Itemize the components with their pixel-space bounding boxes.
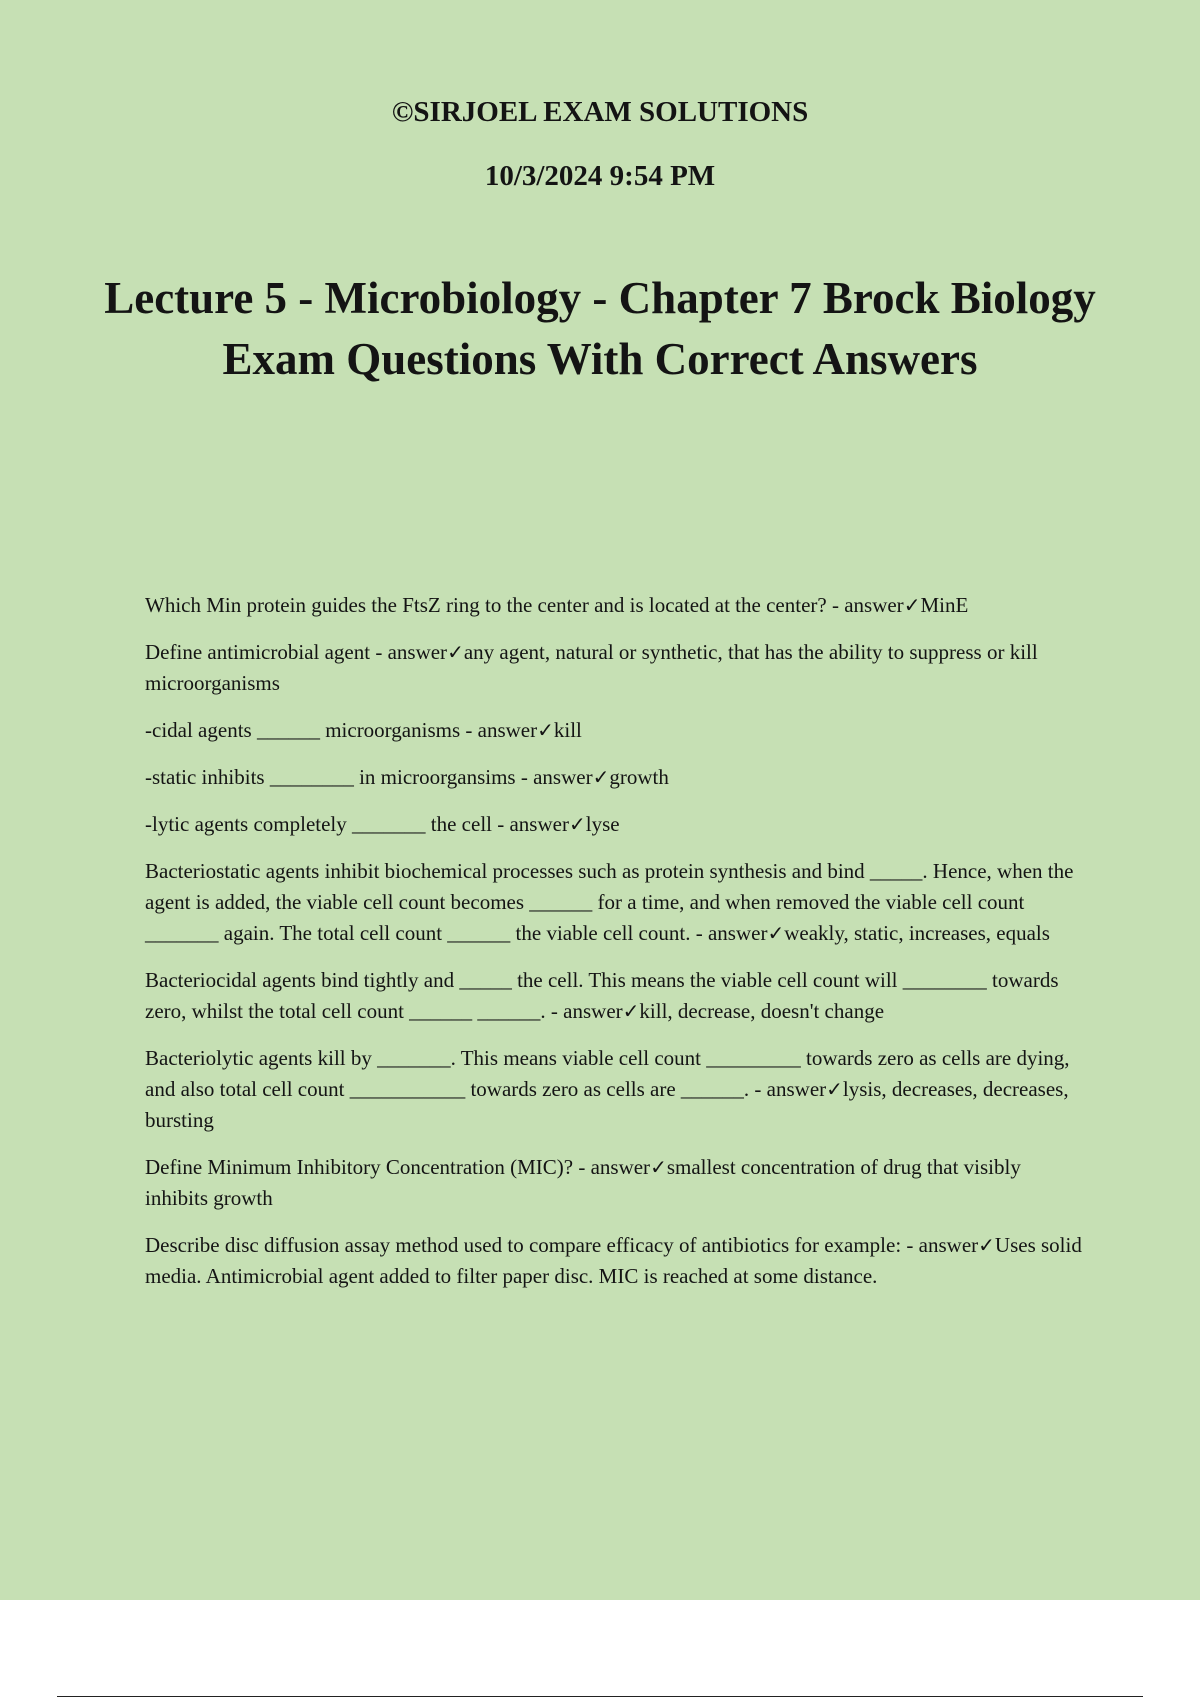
question-text: Bacteriolytic agents kill by _______. This means viable cell count _________ towards zero as cells are dying, and also total cell count ___________ towards zero as cells are ______. -	[145, 1046, 1070, 1101]
qa-item	[145, 965, 1085, 1027]
answer-label: answer	[387, 640, 448, 664]
answer-label: answer	[590, 1155, 651, 1179]
answer-label: answer	[563, 999, 623, 1023]
answer-label: answer	[844, 593, 904, 617]
question-text: Which Min protein guides the FtsZ ring to the center and is located at the center? -	[145, 593, 839, 617]
answer-label: answer	[707, 921, 768, 945]
answer-text: kill	[553, 718, 582, 742]
checkmark-icon: ✓	[903, 593, 921, 617]
answer-text: MinE	[920, 593, 969, 617]
checkmark-icon: ✓	[568, 812, 586, 836]
document-datetime: 10/3/2024 9:54 PM	[484, 160, 716, 192]
answer-text: Uses solid media. Antimicrobial agent added to filter paper disc. MIC is reached at some distance.	[145, 1233, 1082, 1288]
checkmark-icon: ✓	[592, 765, 610, 789]
answer-text: weakly, static, increases, equals	[784, 921, 1050, 945]
qa-item	[145, 762, 1085, 793]
checkmark-icon: ✓	[537, 718, 554, 742]
checkmark-icon: ✓	[767, 921, 785, 945]
question-text: Bacteriostatic agents inhibit biochemical processes such as protein synthesis and bind _____. Hence, when the agent is added, the viable cell count becomes ______ for a time, and when removed the viable cell count _______ again. The total cell count ______ the viable cell count. -	[145, 859, 1074, 945]
question-text: Define Minimum Inhibitory Concentration (MIC)? -	[145, 1155, 586, 1179]
question-text: Bacteriocidal agents bind tightly and _____ the cell. This means the viable cell count will ________ towards zero, whilst the total cell count ______ ______. -	[145, 968, 1059, 1023]
brand-header: ©SIRJOEL EXAM SOLUTIONS	[391, 96, 809, 128]
question-text: Define antimicrobial agent -	[145, 640, 383, 664]
qa-item	[145, 856, 1085, 949]
document-title: Lecture 5 - Microbiology - Chapter 7 Brock Biology Exam Questions With Correct Answers	[104, 273, 1096, 384]
answer-label: answer	[533, 765, 593, 789]
checkmark-icon: ✓	[447, 640, 464, 664]
answer-text: any agent, natural or synthetic, that has the ability to suppress or kill microorganisms	[145, 640, 1038, 695]
answer-label: answer	[509, 812, 569, 836]
qa-item	[145, 590, 1085, 621]
answer-text: lysis, decreases, decreases, bursting	[145, 1077, 1069, 1132]
qa-item	[145, 1152, 1085, 1214]
checkmark-icon: ✓	[650, 1155, 667, 1179]
qa-item	[145, 637, 1085, 699]
qa-item	[145, 715, 1085, 746]
answer-label: answer	[766, 1077, 827, 1101]
question-text: Describe disc diffusion assay method used to compare efficacy of antibiotics for example: -	[145, 1233, 914, 1257]
answer-text: smallest concentration of drug that visibly inhibits growth	[145, 1155, 1021, 1210]
answer-text: lyse	[585, 812, 620, 836]
qa-list	[145, 590, 1085, 1308]
qa-item	[145, 1043, 1085, 1136]
answer-text: kill, decrease, doesn't change	[639, 999, 885, 1023]
answer-text: growth	[609, 765, 669, 789]
qa-item	[145, 1230, 1085, 1292]
qa-item	[145, 809, 1085, 840]
question-text: -cidal agents ______ microorganisms -	[145, 718, 473, 742]
answer-label: answer	[477, 718, 538, 742]
checkmark-icon: ✓	[978, 1233, 995, 1257]
checkmark-icon: ✓	[826, 1077, 843, 1101]
question-text: -lytic agents completely _______ the cell -	[145, 812, 505, 836]
answer-label: answer	[918, 1233, 979, 1257]
footer-divider	[57, 1696, 1143, 1697]
checkmark-icon: ✓	[622, 999, 640, 1023]
question-text: -static inhibits ________ in microorgansims -	[145, 765, 528, 789]
